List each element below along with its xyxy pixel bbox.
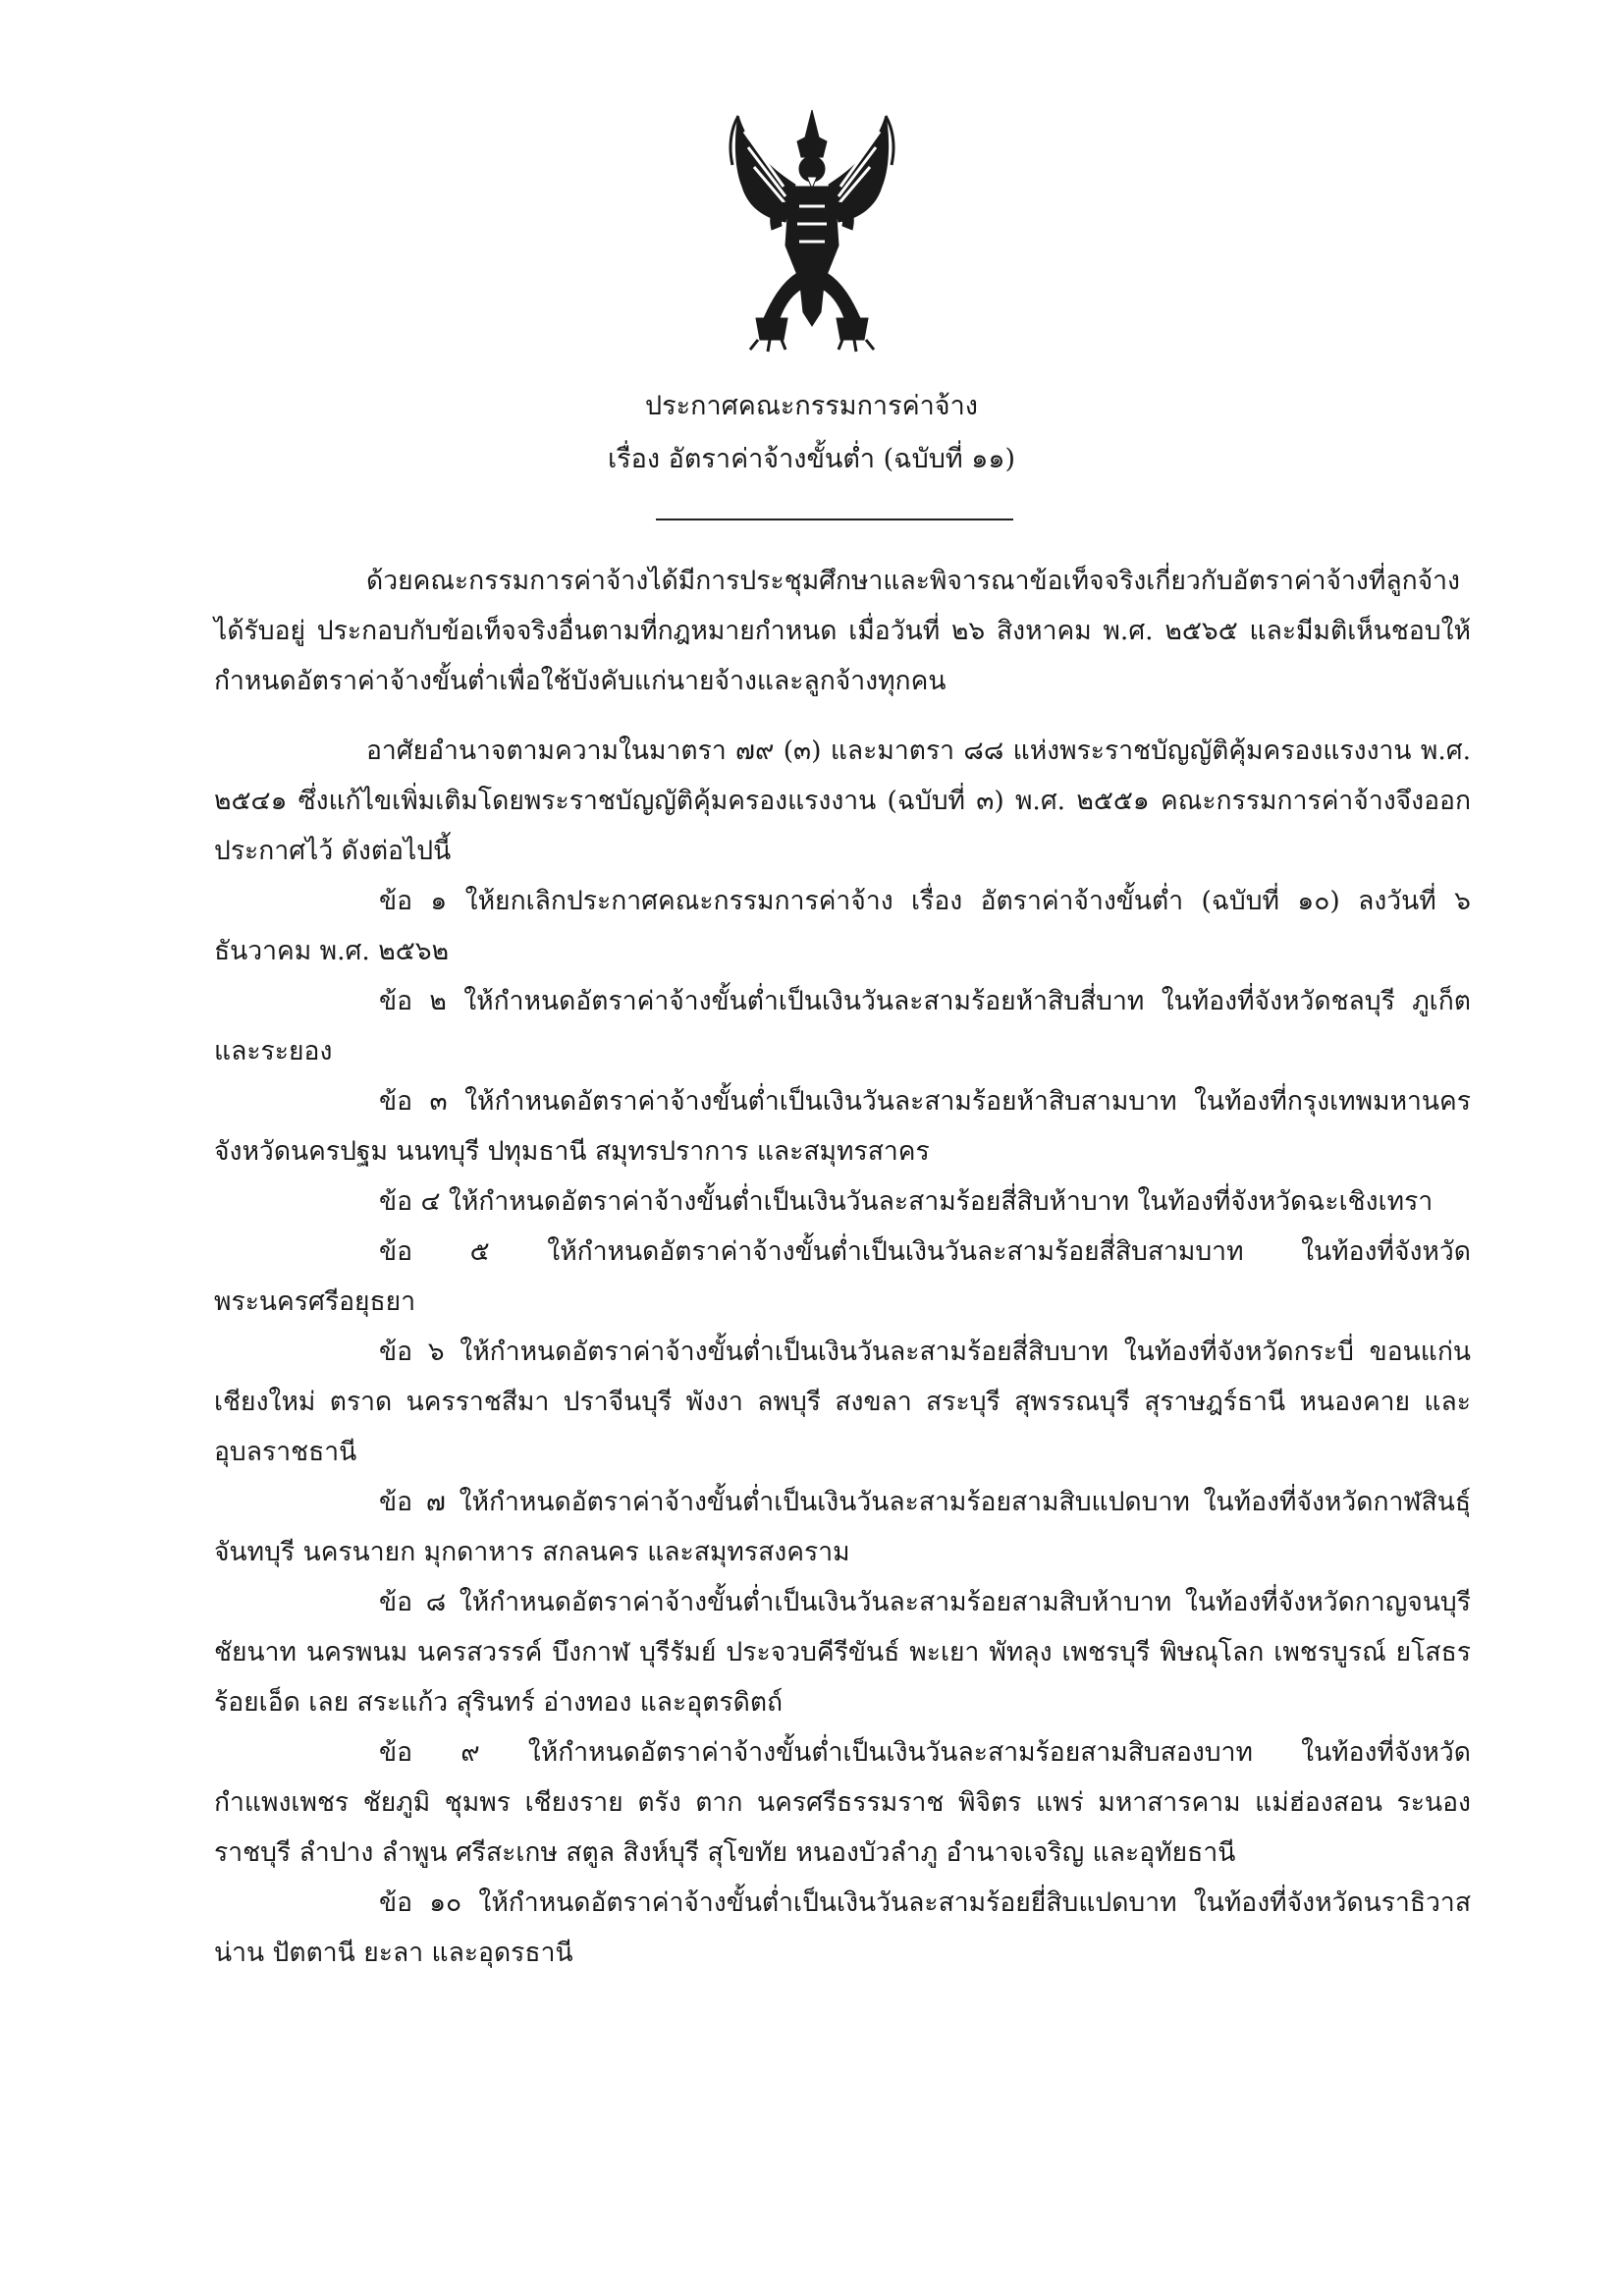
document-subject: เรื่อง อัตราค่าจ้างขั้นต่ำ (ฉบับที่ ๑๑): [607, 444, 1016, 474]
clause-2: ข้อ ๒ ให้กำหนดอัตราค่าจ้างขั้นต่ำเป็นเงินวันละสามร้อยห้าสิบสี่บาท ในท้องที่จังหวัดชลบุรี ภูเก็ต และระยอง: [214, 986, 1471, 1066]
clause-5: ข้อ ๕ ให้กำหนดอัตราค่าจ้างขั้นต่ำเป็นเงินวันละสามร้อยสี่สิบสามบาท ในท้องที่จังหวัดพระนครศรีอยุธยา: [214, 1236, 1471, 1317]
clause-9: ข้อ ๙ ให้กำหนดอัตราค่าจ้างขั้นต่ำเป็นเงินวันละสามร้อยสามสิบสองบาท ในท้องที่จังหวัดกำแพงเพชร ชัยภูมิ ชุมพร เชียงราย ตรัง ตาก นครศรีธรรมราช พิจิตร แพร่ มหาสารคาม แม่ฮ่องสอน ระนอง ราชบุรี ลำปาง ลำพูน ศรีสะเกษ สตูล สิงห์บุรี สุโขทัย หนองบัวลำภู อำนาจเจริญ และอุทัยธานี: [214, 1737, 1471, 1868]
clause-3: ข้อ ๓ ให้กำหนดอัตราค่าจ้างขั้นต่ำเป็นเงินวันละสามร้อยห้าสิบสามบาท ในท้องที่กรุงเทพมหานคร จังหวัดนครปฐม นนทบุรี ปทุมธานี สมุทรปราการ และสมุทรสาคร: [214, 1086, 1471, 1167]
clause-6: ข้อ ๖ ให้กำหนดอัตราค่าจ้างขั้นต่ำเป็นเงินวันละสามร้อยสี่สิบบาท ในท้องที่จังหวัดกระบี่ ขอนแก่น เชียงใหม่ ตราด นครราชสีมา ปราจีนบุรี พังงา ลพบุรี สงขลา สระบุรี สุพรรณบุรี สุราษฎร์ธานี หนองคาย และอุบลราชธานี: [214, 1337, 1471, 1467]
preamble-paragraph: ด้วยคณะกรรมการค่าจ้างได้มีการประชุมศึกษาและพิจารณาข้อเท็จจริงเกี่ยวกับอัตราค่าจ้างที่ลูกจ้างได้รับอยู่ ประกอบกับข้อเท็จจริงอื่นตามที่กฎหมายกำหนด เมื่อวันที่ ๒๖ สิงหาคม พ.ศ. ๒๕๖๕ และมีมติเห็นชอบให้กำหนดอัตราค่าจ้างขั้นต่ำเพื่อใช้บังคับแก่นายจ้างและลูกจ้างทุกคน: [214, 566, 1471, 696]
clause-4: ข้อ ๔ ให้กำหนดอัตราค่าจ้างขั้นต่ำเป็นเงินวันละสามร้อยสี่สิบห้าบาท ในท้องที่จังหวัดฉะเชิงเทรา: [379, 1186, 1434, 1217]
document-title: ประกาศคณะกรรมการค่าจ้าง: [645, 391, 978, 421]
garuda-emblem-icon: [729, 108, 895, 354]
title-divider: [656, 519, 1013, 520]
clause-8: ข้อ ๘ ให้กำหนดอัตราค่าจ้างขั้นต่ำเป็นเงินวันละสามร้อยสามสิบห้าบาท ในท้องที่จังหวัดกาญจนบุรี ชัยนาท นครพนม นครสวรรค์ บึงกาฬ บุรีรัมย์ ประจวบคีรีขันธ์ พะเยา พัทลุง เพชรบุรี พิษณุโลก เพชรบูรณ์ ยโสธร ร้อยเอ็ด เลย สระแก้ว สุรินทร์ อ่างทอง และอุตรดิตถ์: [214, 1587, 1471, 1718]
clause-10: ข้อ ๑๐ ให้กำหนดอัตราค่าจ้างขั้นต่ำเป็นเงินวันละสามร้อยยี่สิบแปดบาท ในท้องที่จังหวัดนราธิวาส น่าน ปัตตานี ยะลา และอุดรธานี: [214, 1887, 1471, 1968]
authority-paragraph: อาศัยอำนาจตามความในมาตรา ๗๙ (๓) และมาตรา ๘๘ แห่งพระราชบัญญัติคุ้มครองแรงงาน พ.ศ. ๒๕๔๑ ซึ่งแก้ไขเพิ่มเติมโดยพระราชบัญญัติคุ้มครองแรงงาน (ฉบับที่ ๓) พ.ศ. ๒๕๕๑ คณะกรรมการค่าจ้างจึงออกประกาศไว้ ดังต่อไปนี้: [214, 736, 1471, 866]
clause-1: ข้อ ๑ ให้ยกเลิกประกาศคณะกรรมการค่าจ้าง เรื่อง อัตราค่าจ้างขั้นต่ำ (ฉบับที่ ๑๐) ลงวันที่ ๖ ธันวาคม พ.ศ. ๒๕๖๒: [214, 886, 1471, 966]
clause-7: ข้อ ๗ ให้กำหนดอัตราค่าจ้างขั้นต่ำเป็นเงินวันละสามร้อยสามสิบแปดบาท ในท้องที่จังหวัดกาฬสินธุ์ จันทบุรี นครนายก มุกดาหาร สกลนคร และสมุทรสงคราม: [214, 1487, 1471, 1567]
document-body: [214, 556, 1471, 1978]
